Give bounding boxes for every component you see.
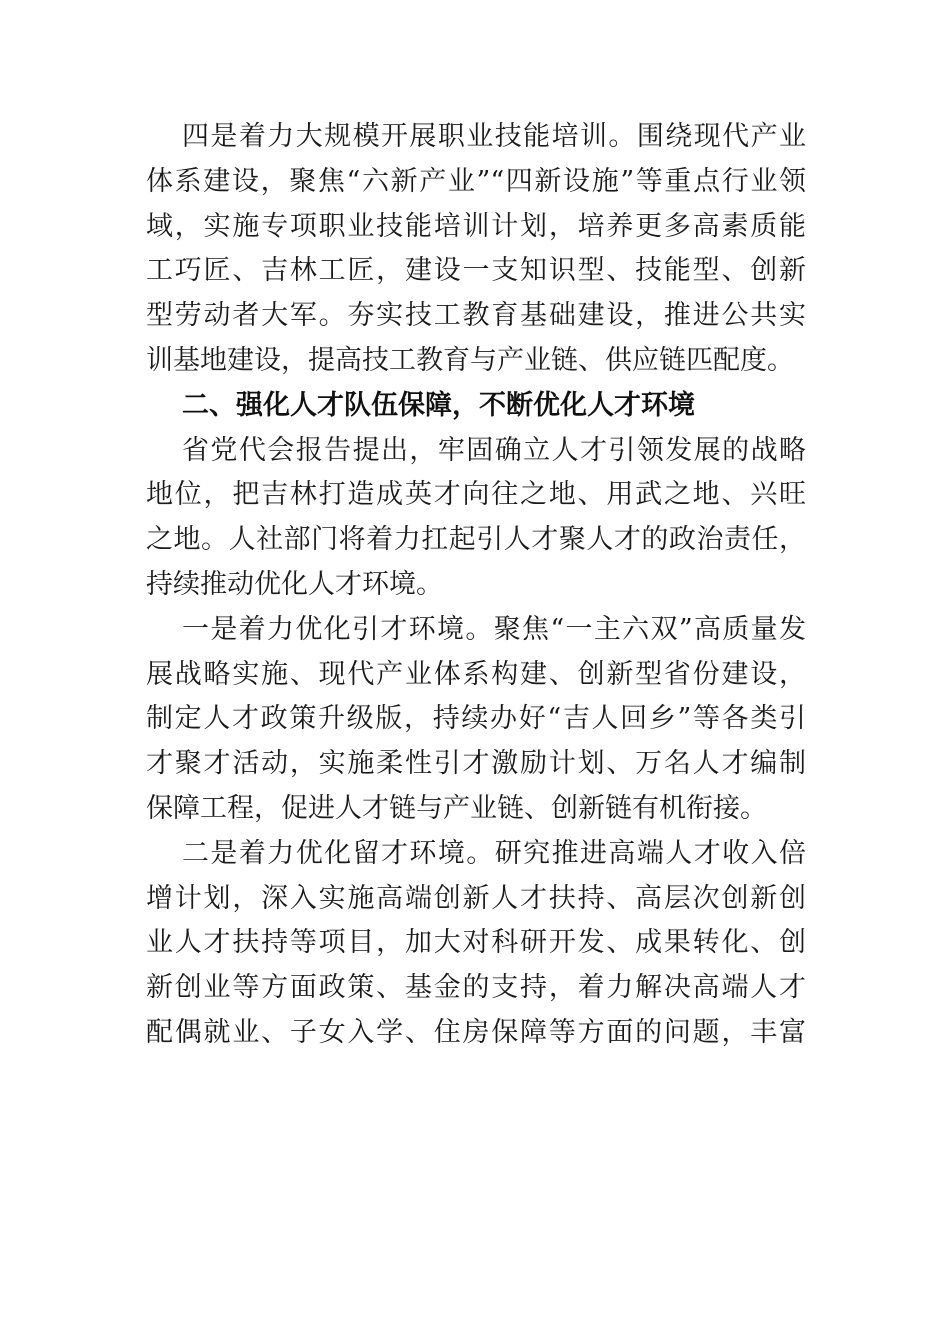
text-line: 保障工程，促进人才链与产业链、创新链有机衔接。 [146,792,767,824]
text-line: 新创业等方面政策、基金的支持，着力解决高端人才 [146,972,806,1004]
text-line: 二是着力优化留才环境。研究推进高端人才收入倍 [182,837,806,869]
text-line: 省党代会报告提出，牢固确立人才引领发展的战略 [182,434,806,466]
text-line: 制定人才政策升级版，持续办好“吉人回乡”等各类引 [146,703,806,735]
text-line: 域，实施专项职业技能培训计划，培养更多高素质能 [146,210,806,242]
text-line: 训基地建设，提高技工教育与产业链、供应链匹配度。 [146,344,794,376]
text-line: 体系建设，聚焦“六新产业”“四新设施”等重点行业领 [146,165,806,197]
text-line: 配偶就业、子女入学、住房保障等方面的问题，丰富 [146,1016,806,1048]
section-heading: 二、强化人才队伍保障，不断优化人才环境 [182,389,695,421]
paragraph [146,115,806,384]
text-line: 四是着力大规模开展职业技能培训。围绕现代产业 [182,121,806,152]
text-line: 型劳动者大军。夯实技工教育基础建设，推进公共实 [146,300,806,332]
text-line: 持续推动优化人才环境。 [146,568,443,600]
text-line: 增计划，深入实施高端创新人才扶持、高层次创新创 [146,882,806,914]
document-body [146,115,806,1056]
text-line: 工巧匠、吉林工匠，建设一支知识型、技能型、创新 [146,255,806,287]
text-line: 业人才扶持等项目，加大对科研开发、成果转化、创 [146,927,806,959]
text-line: 地位，把吉林打造成英才向往之地、用武之地、兴旺 [146,479,806,511]
paragraph [146,608,806,832]
text-line: 才聚才活动，实施柔性引才激励计划、万名人才编制 [146,748,806,780]
paragraph [146,429,806,608]
paragraph [146,832,806,1056]
text-line: 之地。人社部门将着力扛起引人才聚人才的政治责任， [146,524,806,556]
text-line: 展战略实施、现代产业体系构建、创新型省份建设， [146,658,806,690]
text-line: 一是着力优化引才环境。聚焦“一主六双”高质量发 [182,613,806,645]
